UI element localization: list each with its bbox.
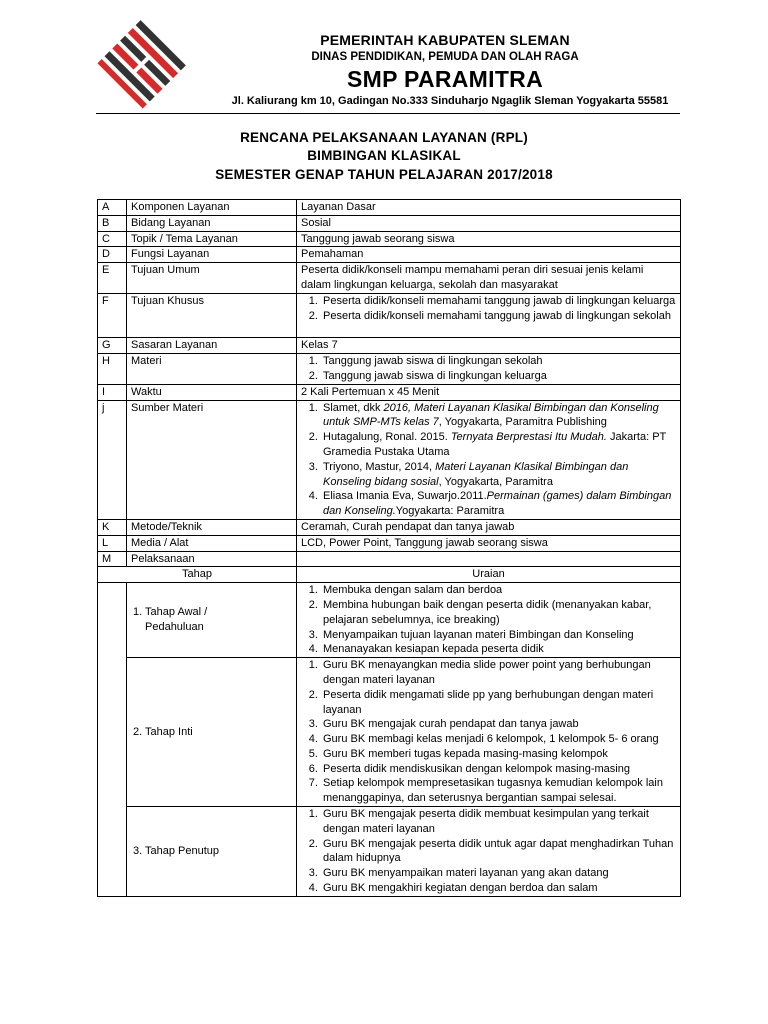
stage-row [98,583,681,658]
stage-subtitle: Pedahuluan [145,621,204,634]
table-row [98,519,681,535]
list-item: 4. Guru BK mengakhiri kegiatan dengan berdoa dan salam [321,881,676,896]
list-item [321,489,676,519]
row-code: I [98,384,127,400]
row-code: A [98,200,127,216]
rpl-table [97,199,681,897]
stage-label [127,658,297,807]
row-code: C [98,231,127,247]
row-label: Topik / Tema Layanan [127,231,297,247]
row-code: j [98,400,127,519]
list-item: 3. Guru BK menyampaikan materi layanan yang akan datang [321,866,676,881]
row-label: Materi [127,354,297,385]
row-code: B [98,215,127,231]
source-author: Eliasa Imania Eva, Suwarjo.2011. [323,490,487,503]
table-row [98,247,681,263]
source-publisher: , Yogyakarta, Paramitra Publishing [438,416,607,429]
list-item: 2. Tanggung jawab siswa di lingkungan keluarga [321,369,676,384]
stage-row [98,658,681,807]
row-value: Layanan Dasar [297,200,681,216]
row-code: L [98,535,127,551]
row-value: LCD, Power Point, Tanggung jawab seorang siswa [297,535,681,551]
table-row [98,215,681,231]
list-item: 1. Guru BK menayangkan media slide power point yang berhubungan dengan materi layanan [321,658,676,688]
stage-description [297,658,681,807]
stage-row [98,807,681,897]
list-item: 1. Tanggung jawab siswa di lingkungan sekolah [321,354,676,369]
row-label: Sasaran Layanan [127,338,297,354]
stage-steps-list [301,807,676,896]
row-label: Waktu [127,384,297,400]
stage-title: 2. Tahap Inti [133,725,193,738]
source-publisher: Yogyakarta: Paramitra [395,505,505,518]
row-code: K [98,519,127,535]
list-item: 2. Guru BK mengajak peserta didik untuk agar dapat menghadirkan Tuhan dalam hidupnya [321,837,676,867]
source-title: 2016, Materi Layanan Klasikal Bimbingan dan Konseling untuk SMP-MTs kelas 7 [323,401,659,429]
row-code: H [98,354,127,385]
stage-description [297,583,681,658]
table-row [98,293,681,338]
row-value [297,551,681,567]
list-item: 4. Guru BK membagi kelas menjadi 6 kelompok, 1 kelompok 5- 6 orang [321,732,676,747]
letterhead-government: PEMERINTAH KABUPATEN SLEMAN [320,32,570,48]
table-row [98,263,681,294]
table-row [98,400,681,519]
letterhead-agency: DINAS PENDIDIKAN, PEMUDA DAN OLAH RAGA [311,51,579,63]
list-item: 2. Peserta didik mengamati slide pp yang berhubungan dengan materi layanan [321,688,676,718]
doc-subtitle: BIMBINGAN KLASIKAL [307,148,461,163]
list-item: 4. Menanayakan kesiapan kepada peserta didik [321,642,676,657]
list-item: 7. Setiap kelompok mempresetasikan tugasnya kemudian kelompok lain menanggapinya, dan seterusnya bergantian sampai selesai. [321,776,676,806]
row-value: Tanggung jawab seorang siswa [297,231,681,247]
table-row [98,551,681,567]
list-item: 1. Peserta didik/konseli memahami tanggung jawab di lingkungan keluarga [321,294,676,309]
doc-title: RENCANA PELAKSANAAN LAYANAN (RPL) [240,130,528,145]
source-title: Materi Layanan Klasikal Bimbingan dan Konseling bidang sosial [323,460,629,488]
stage-label [127,583,297,658]
table-row [98,354,681,385]
row-label: Sumber Materi [127,400,297,519]
row-label: Komponen Layanan [127,200,297,216]
stage-steps-list [301,583,676,657]
row-code: F [98,293,127,338]
list-item: 1. Guru BK mengajak peserta didik membuat kesimpulan yang terkait dengan materi layanan [321,807,676,837]
row-value: Ceramah, Curah pendapat dan tanya jawab [297,519,681,535]
col-header-tahap: Tahap [98,567,297,583]
source-publisher: , Yogyakarta, Paramitra [438,475,553,488]
doc-semester: SEMESTER GENAP TAHUN PELAJARAN 2017/2018 [215,167,553,182]
stage-label [127,807,297,897]
list-item: 6. Peserta didik mendiskusikan dengan kelompok masing-masing [321,762,676,777]
specific-goals-list [301,294,676,324]
list-item: 1. Membuka dengan salam dan berdoa [321,583,676,598]
table-row [98,384,681,400]
source-publisher: Jakarta: PT Gramedia Pustaka Utama [323,431,667,458]
row-label: Fungsi Layanan [127,247,297,263]
list-item: 2. Membina hubungan baik dengan peserta didik (menanyakan kabar, pelajaran sebelumnya, ice breaking) [321,598,676,628]
letterhead-address: Jl. Kaliurang km 10, Gadingan No.333 Sinduharjo Ngaglik Sleman Yogyakarta 55581 [231,95,669,107]
list-item: 5. Guru BK memberi tugas kepada masing-masing kelompok [321,747,676,762]
stage-title: 3. Tahap Penutup [133,845,220,858]
col-header-uraian: Uraian [297,567,681,583]
row-value: Sosial [297,215,681,231]
row-value: Kelas 7 [297,338,681,354]
source-author: Slamet, dkk [323,401,384,414]
row-value [297,400,681,519]
table-row [98,338,681,354]
sources-list [301,401,676,519]
row-label: Bidang Layanan [127,215,297,231]
row-label: Tujuan Umum [127,263,297,294]
list-item [321,401,676,431]
execution-header-row [98,567,681,583]
materials-list [301,354,676,384]
list-item: 3. Menyampaikan tujuan layanan materi Bimbingan dan Konseling [321,628,676,643]
stage-title: 1. Tahap Awal / [133,606,208,619]
row-value [297,293,681,338]
source-title: Permainan (games) dalam Bimbingan dan Konseling. [323,490,672,518]
row-code: D [98,247,127,263]
row-label: Pelaksanaan [127,551,297,567]
stage-description [297,807,681,897]
row-code: M [98,551,127,567]
row-label: Media / Alat [127,535,297,551]
source-author: Hutagalung, Ronal. 2015. [323,431,451,444]
row-value [297,354,681,385]
table-row [98,535,681,551]
row-value: Peserta didik/konseli mampu memahami peran diri sesuai jenis kelami dalam lingkungan keluarga, sekolah dan masyarakat [297,263,681,294]
row-value: 2 Kali Pertemuan x 45 Menit [297,384,681,400]
row-value: Pemahaman [297,247,681,263]
list-item: 2. Peserta didik/konseli memahami tanggung jawab di lingkungan sekolah [321,309,676,324]
table-row [98,231,681,247]
row-code: E [98,263,127,294]
list-item [321,460,676,490]
table-row [98,200,681,216]
stage-blank-cell [98,583,127,897]
stage-steps-list [301,658,676,806]
list-item: 3. Guru BK mengajak curah pendapat dan tanya jawab [321,717,676,732]
letterhead-divider [96,113,680,114]
list-item [321,430,676,460]
row-code: G [98,338,127,354]
row-label: Tujuan Khusus [127,293,297,338]
letterhead-school-name: SMP PARAMITRA [347,66,543,92]
source-author: Triyono, Mastur, 2014, [323,460,436,473]
source-title: Ternyata Berprestasi Itu Mudah. [450,431,607,444]
row-label: Metode/Teknik [127,519,297,535]
